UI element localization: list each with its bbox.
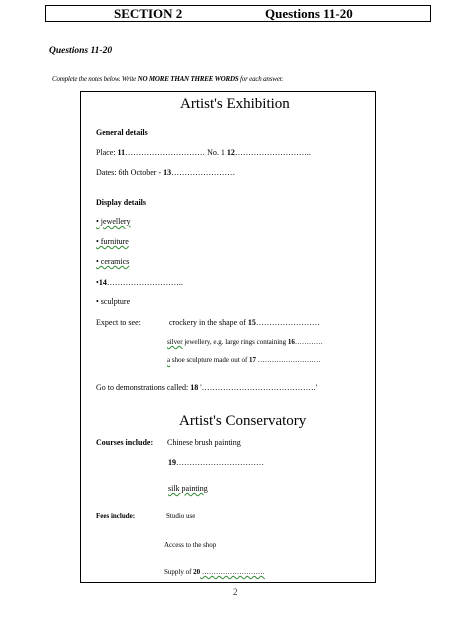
question-16-number: 16 [287,338,295,346]
course-silk-painting: silk painting [168,484,208,493]
conservatory-title: Artist's Conservatory [179,413,307,429]
place-line [96,148,311,157]
fee-supply-q20 [164,568,265,576]
dates-label: Dates: 6th October - [96,168,164,177]
expect-3-underlined: a [167,356,171,364]
display-details-heading: Display details [96,198,147,207]
display-item-sculpture: • sculpture [96,297,131,306]
display-item-jewellery: • jewellery [96,217,131,226]
question-18-number: 18 [190,383,199,392]
questions-range: Questions 11-20 [265,6,353,21]
expect-3-text: shoe sculpture made out of [170,356,250,364]
answer-12-blank[interactable]: ……………………….. [234,148,311,157]
question-13-number: 13 [163,168,172,177]
fee-studio-use: Studio use [166,512,196,520]
demonstrations-line [96,383,317,392]
answer-11-blank[interactable]: ………………………… [125,148,206,157]
section-header-bar [45,5,431,22]
place-label: Place: [96,148,118,157]
expect-item-silver [167,338,323,346]
expect-1-text: crockery in the shape of [169,318,248,327]
answer-15-blank[interactable]: …………………… [255,318,320,327]
answer-20-blank[interactable]: ……………………… [200,568,265,576]
bullet: • [96,278,99,287]
answer-16-blank[interactable]: ………… [294,338,323,346]
general-details-heading: General details [96,128,148,137]
place-middle-text: No. 1 [205,148,227,157]
answer-18-blank[interactable]: '…………………………………….' [198,383,318,392]
notes-box [80,91,376,583]
expect-2-underlined: silver [167,338,183,346]
courses-label: Courses include: [96,438,154,447]
question-14-number: 14 [98,278,107,287]
section-title: SECTION 2 [114,6,183,21]
answer-13-blank[interactable]: …………………… [171,168,236,177]
answer-14-blank[interactable]: ……………………….. [106,278,183,287]
questions-heading: Questions 11-20 [49,46,113,56]
expect-2-text: jewellery, e.g. large rings containing [182,338,288,346]
display-item-ceramics: • ceramics [96,257,130,266]
display-item-q14 [96,278,183,287]
page-number: 2 [233,587,238,597]
fees-label: Fees include: [96,512,136,520]
dates-line [96,168,235,177]
demonstrations-text: Go to demonstrations called: [96,383,191,392]
instructions [52,75,283,83]
answer-19-blank[interactable]: …………………………… [176,458,264,467]
question-12-number: 12 [226,148,235,157]
question-11-number: 11 [117,148,126,157]
display-item-furniture: • furniture [96,237,129,246]
expect-label: Expect to see: [96,318,141,327]
instructions-word-limit: NO MORE THAN THREE WORDS [137,75,239,83]
question-17-number: 17 [249,356,257,364]
course-chinese-brush-painting: Chinese brush painting [167,438,241,447]
course-q19 [168,458,264,467]
question-20-number: 20 [193,568,201,576]
fee-shop-access: Access to the shop [164,541,217,549]
question-15-number: 15 [247,318,256,327]
question-19-number: 19 [168,458,176,467]
exhibition-title: Artist's Exhibition [180,96,290,112]
instructions-text-before: Complete the notes below. Write [52,75,138,83]
fee-3-text: Supply of [164,568,194,576]
expect-item-crockery [169,318,320,327]
expect-item-shoe [167,356,321,364]
answer-17-blank[interactable]: ……………………… [256,356,321,364]
instructions-text-after: for each answer. [238,75,283,83]
